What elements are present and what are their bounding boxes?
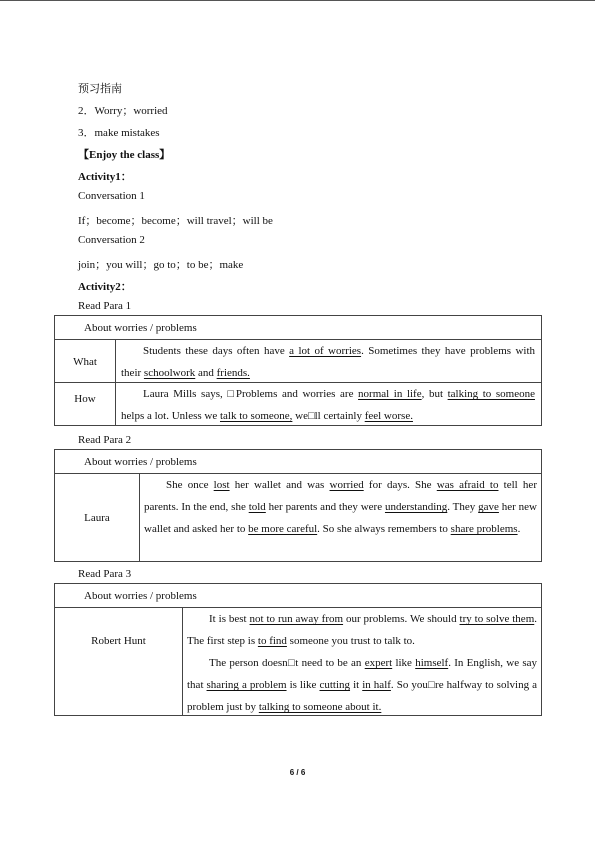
para3-header: About worries / problems	[84, 590, 197, 602]
laura-text: She once lost her wallet and was worried for days. She was afraid to tell her parents. In the end, she told her parents and they were understanding. They gave her new wallet and asked her to be more careful. So she always remembers to share problems.	[144, 479, 538, 535]
conversation1-answers: If；become；become；will travel；will be	[78, 215, 273, 227]
enjoy-class-heading: 【Enjoy the class】	[78, 149, 171, 161]
para2-laura-row	[55, 473, 541, 562]
preview-item-3: 3．make mistakes	[78, 127, 160, 139]
conversation2-answers: join；you will；go to；to be；make	[78, 259, 244, 271]
para1-how-row	[55, 382, 541, 426]
conversation1-label: Conversation 1	[78, 190, 145, 202]
what-text: Students these days often have a lot of worries. Sometimes they have problems with their schoolwork and friends.	[121, 345, 536, 379]
top-rule	[0, 0, 595, 1]
preview-title: 预习指南	[78, 83, 122, 95]
preview-item-2: 2．Worry；worried	[78, 105, 168, 117]
para2-header: About worries / problems	[84, 456, 197, 468]
what-label: What	[73, 355, 97, 368]
para2-table	[54, 449, 542, 562]
laura-label: Laura	[84, 512, 110, 524]
page-number: 6 / 6	[289, 768, 306, 777]
robert-hunt-text: It is best not to run away from our problems. We should try to solve them. The first step is to find someone you trust to talk to. The person doesn□t need to be an expert like himself. In English, we say that sharing a problem is like cutting it in half. So you□re halfway to solving a problem just by talking to someone about it.	[187, 613, 537, 713]
para1-table	[54, 315, 542, 426]
activity1-heading: Activity1：	[78, 171, 132, 183]
para3-robert-row	[55, 607, 541, 716]
read-para1-label: Read Para 1	[78, 300, 132, 312]
activity2-heading: Activity2：	[78, 281, 132, 293]
para1-header: About worries / problems	[84, 322, 197, 334]
how-label: How	[74, 392, 96, 405]
how-text: Laura Mills says, □Problems and worries are normal in life, but talking to someone helps a lot. Unless we talk to someone, we□ll certainly feel worse.	[121, 388, 535, 422]
para3-table	[54, 583, 542, 716]
conversation2-label: Conversation 2	[78, 234, 145, 246]
read-para3-label: Read Para 3	[78, 568, 132, 580]
read-para2-label: Read Para 2	[78, 434, 132, 446]
para1-what-row	[55, 339, 541, 383]
robert-hunt-label: Robert Hunt	[91, 635, 146, 647]
